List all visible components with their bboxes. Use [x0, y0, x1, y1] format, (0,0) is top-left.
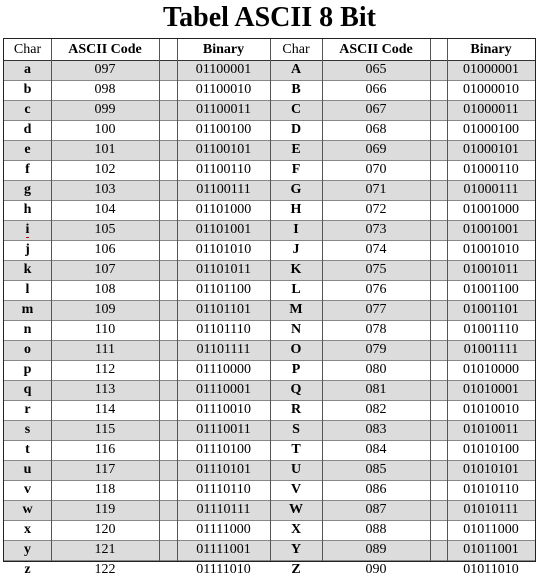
- binary-cell: 01110000: [196, 362, 251, 377]
- ascii-code-cell: 067: [365, 102, 387, 117]
- column-divider: [322, 39, 323, 561]
- char-cell: L: [291, 282, 301, 297]
- ascii-code-cell: 102: [94, 162, 116, 177]
- ascii-code-cell: 115: [94, 422, 116, 437]
- char-cell: Q: [290, 382, 302, 397]
- column-divider: [159, 39, 160, 561]
- char-cell: x: [24, 522, 31, 537]
- char-cell: n: [23, 322, 32, 337]
- column-divider: [51, 39, 52, 561]
- ascii-code-cell: 120: [94, 522, 116, 537]
- ascii-code-cell: 068: [365, 122, 387, 137]
- char-cell: l: [25, 282, 30, 297]
- ascii-code-cell: 069: [365, 142, 387, 157]
- ascii-code-cell: 066: [365, 82, 387, 97]
- binary-cell: 01011001: [463, 542, 519, 557]
- binary-cell: 01110010: [196, 402, 251, 417]
- char-cell: A: [290, 62, 302, 77]
- char-cell: K: [290, 262, 302, 277]
- ascii-code-cell: 122: [94, 562, 116, 577]
- ascii-code-cell: 116: [94, 442, 116, 457]
- ascii-code-cell: 099: [94, 102, 116, 117]
- ascii-code-cell: 074: [365, 242, 387, 257]
- char-cell: V: [290, 482, 302, 497]
- binary-cell: 01100111: [196, 182, 251, 197]
- binary-cell: 01110111: [196, 502, 251, 517]
- ascii-code-cell: 076: [365, 282, 387, 297]
- binary-cell: 01101101: [196, 302, 251, 317]
- binary-cell: 01001101: [463, 302, 519, 317]
- ascii-code-cell: 118: [94, 482, 116, 497]
- column-header: ASCII Code: [339, 42, 413, 57]
- column-divider: [430, 39, 431, 561]
- char-cell: C: [290, 102, 302, 117]
- binary-cell: 01000110: [463, 162, 519, 177]
- binary-cell: 01000101: [463, 142, 519, 157]
- char-cell: T: [291, 442, 301, 457]
- binary-cell: 01100101: [195, 142, 252, 157]
- ascii-code-cell: 105: [94, 222, 116, 237]
- ascii-code-cell: 110: [94, 322, 116, 337]
- binary-cell: 01110101: [196, 462, 251, 477]
- ascii-code-cell: 080: [365, 362, 387, 377]
- ascii-code-cell: 106: [94, 242, 116, 257]
- ascii-code-cell: 100: [94, 122, 116, 137]
- binary-cell: 01110001: [196, 382, 251, 397]
- ascii-code-cell: 081: [365, 382, 387, 397]
- char-cell: e: [24, 142, 31, 157]
- char-cell: M: [289, 302, 303, 317]
- binary-cell: 01001011: [463, 262, 519, 277]
- ascii-code-cell: 077: [365, 302, 387, 317]
- char-cell: w: [22, 502, 33, 517]
- binary-cell: 01000100: [463, 122, 519, 137]
- ascii-code-cell: 082: [365, 402, 387, 417]
- column-header: Binary: [470, 42, 512, 57]
- ascii-code-cell: 113: [94, 382, 116, 397]
- char-cell: k: [23, 262, 32, 277]
- binary-cell: 01000111: [463, 182, 519, 197]
- page-title: Tabel ASCII 8 Bit: [163, 2, 376, 33]
- ascii-code-cell: 111: [95, 342, 115, 357]
- char-cell: t: [25, 442, 30, 457]
- column-divider: [270, 39, 271, 561]
- binary-cell: 01001110: [463, 322, 519, 337]
- ascii-code-cell: 089: [365, 542, 387, 557]
- ascii-table: [3, 38, 536, 577]
- binary-cell: 01101110: [196, 322, 251, 337]
- ascii-code-cell: 079: [365, 342, 387, 357]
- ascii-code-cell: 119: [94, 502, 116, 517]
- binary-cell: 01010001: [463, 382, 519, 397]
- ascii-code-cell: 083: [365, 422, 387, 437]
- ascii-code-cell: 065: [365, 62, 387, 77]
- ascii-code-cell: 104: [94, 202, 116, 217]
- ascii-code-cell: 070: [365, 162, 387, 177]
- char-cell: H: [290, 202, 302, 217]
- binary-cell: 01100011: [196, 102, 251, 117]
- ascii-code-cell: 090: [365, 562, 387, 577]
- binary-cell: 01110100: [196, 442, 251, 457]
- ascii-code-cell: 088: [365, 522, 387, 537]
- ascii-code-cell: 087: [365, 502, 387, 517]
- char-cell: g: [24, 182, 31, 197]
- char-cell: c: [24, 102, 31, 117]
- binary-cell: 01100010: [195, 82, 252, 97]
- ascii-code-cell: 114: [94, 402, 116, 417]
- binary-cell: 01101000: [195, 202, 252, 217]
- char-cell: R: [290, 402, 302, 417]
- char-cell: f: [25, 162, 30, 177]
- binary-cell: 01101011: [196, 262, 251, 277]
- char-cell: p: [23, 362, 32, 377]
- column-divider: [447, 39, 448, 561]
- char-cell: P: [291, 362, 301, 377]
- char-cell: B: [291, 82, 301, 97]
- ascii-code-cell: 098: [94, 82, 116, 97]
- column-header: Binary: [202, 42, 245, 57]
- column-header: Char: [13, 42, 42, 57]
- char-text: i: [25, 222, 30, 237]
- binary-cell: 01111001: [196, 542, 251, 557]
- ascii-code-cell: 078: [365, 322, 387, 337]
- binary-cell: 01000011: [463, 102, 519, 117]
- ascii-code-cell: 071: [365, 182, 387, 197]
- binary-cell: 01011000: [463, 522, 519, 537]
- column-divider: [177, 39, 178, 561]
- char-cell: j: [25, 242, 30, 257]
- binary-cell: 01100110: [196, 162, 251, 177]
- binary-cell: 01101100: [196, 282, 251, 297]
- binary-cell: 01010110: [463, 482, 519, 497]
- char-cell: q: [23, 382, 32, 397]
- binary-cell: 01010100: [463, 442, 519, 457]
- binary-cell: 01100001: [195, 62, 252, 77]
- binary-cell: 01001000: [463, 202, 519, 217]
- char-cell: y: [24, 542, 31, 557]
- binary-cell: 01000001: [463, 62, 519, 77]
- char-cell: u: [23, 462, 32, 477]
- char-cell: Y: [290, 542, 302, 557]
- char-cell: I: [293, 222, 299, 237]
- char-cell: Z: [291, 562, 301, 577]
- binary-cell: 01010101: [463, 462, 519, 477]
- char-cell: U: [290, 462, 302, 477]
- binary-cell: 01111010: [196, 562, 251, 577]
- binary-cell: 01111000: [196, 522, 251, 537]
- binary-cell: 01001111: [463, 342, 519, 357]
- char-cell: S: [292, 422, 300, 437]
- char-cell: J: [292, 242, 300, 257]
- ascii-code-cell: 085: [365, 462, 387, 477]
- ascii-code-cell: 108: [94, 282, 116, 297]
- char-cell: z: [24, 562, 31, 577]
- ascii-code-cell: 109: [94, 302, 116, 317]
- ascii-code-cell: 121: [94, 542, 116, 557]
- column-header: Char: [282, 42, 310, 57]
- char-cell: b: [23, 82, 32, 97]
- char-cell: D: [290, 122, 302, 137]
- binary-cell: 01010111: [463, 502, 519, 517]
- binary-cell: 01100100: [195, 122, 252, 137]
- ascii-code-cell: 084: [365, 442, 387, 457]
- char-cell: F: [291, 162, 301, 177]
- char-cell: v: [24, 482, 31, 497]
- ascii-code-cell: 073: [365, 222, 387, 237]
- ascii-code-cell: 112: [94, 362, 116, 377]
- char-cell: [4, 220, 51, 240]
- char-cell: s: [24, 422, 31, 437]
- table-row: [4, 560, 535, 580]
- binary-cell: 01110110: [196, 482, 251, 497]
- ascii-code-cell: 117: [94, 462, 116, 477]
- binary-cell: 01010000: [463, 362, 519, 377]
- char-cell: r: [24, 402, 31, 417]
- char-cell: h: [23, 202, 32, 217]
- char-cell: G: [290, 182, 302, 197]
- binary-cell: 01101001: [195, 222, 252, 237]
- char-cell: W: [289, 502, 303, 517]
- char-cell: N: [290, 322, 302, 337]
- ascii-code-cell: 107: [94, 262, 116, 277]
- char-cell: o: [24, 342, 31, 357]
- binary-cell: 01010010: [463, 402, 519, 417]
- column-header: ASCII Code: [68, 42, 142, 57]
- char-cell: E: [291, 142, 301, 157]
- binary-cell: 01110011: [196, 422, 251, 437]
- binary-cell: 01101111: [196, 342, 251, 357]
- binary-cell: 01010011: [463, 422, 519, 437]
- ascii-code-cell: 086: [365, 482, 387, 497]
- char-cell: X: [290, 522, 302, 537]
- ascii-code-cell: 103: [94, 182, 116, 197]
- binary-cell: 01011010: [463, 562, 519, 577]
- binary-cell: 01001100: [463, 282, 519, 297]
- ascii-code-cell: 097: [94, 62, 116, 77]
- binary-cell: 01001010: [463, 242, 519, 257]
- char-cell: m: [21, 302, 34, 317]
- char-cell: a: [24, 62, 31, 77]
- binary-cell: 01000010: [463, 82, 519, 97]
- binary-cell: 01001001: [463, 222, 519, 237]
- ascii-code-cell: 072: [365, 202, 387, 217]
- char-cell: d: [23, 122, 32, 137]
- ascii-code-cell: 101: [94, 142, 116, 157]
- ascii-code-cell: 075: [365, 262, 387, 277]
- char-cell: O: [290, 342, 302, 357]
- binary-cell: 01101010: [195, 242, 252, 257]
